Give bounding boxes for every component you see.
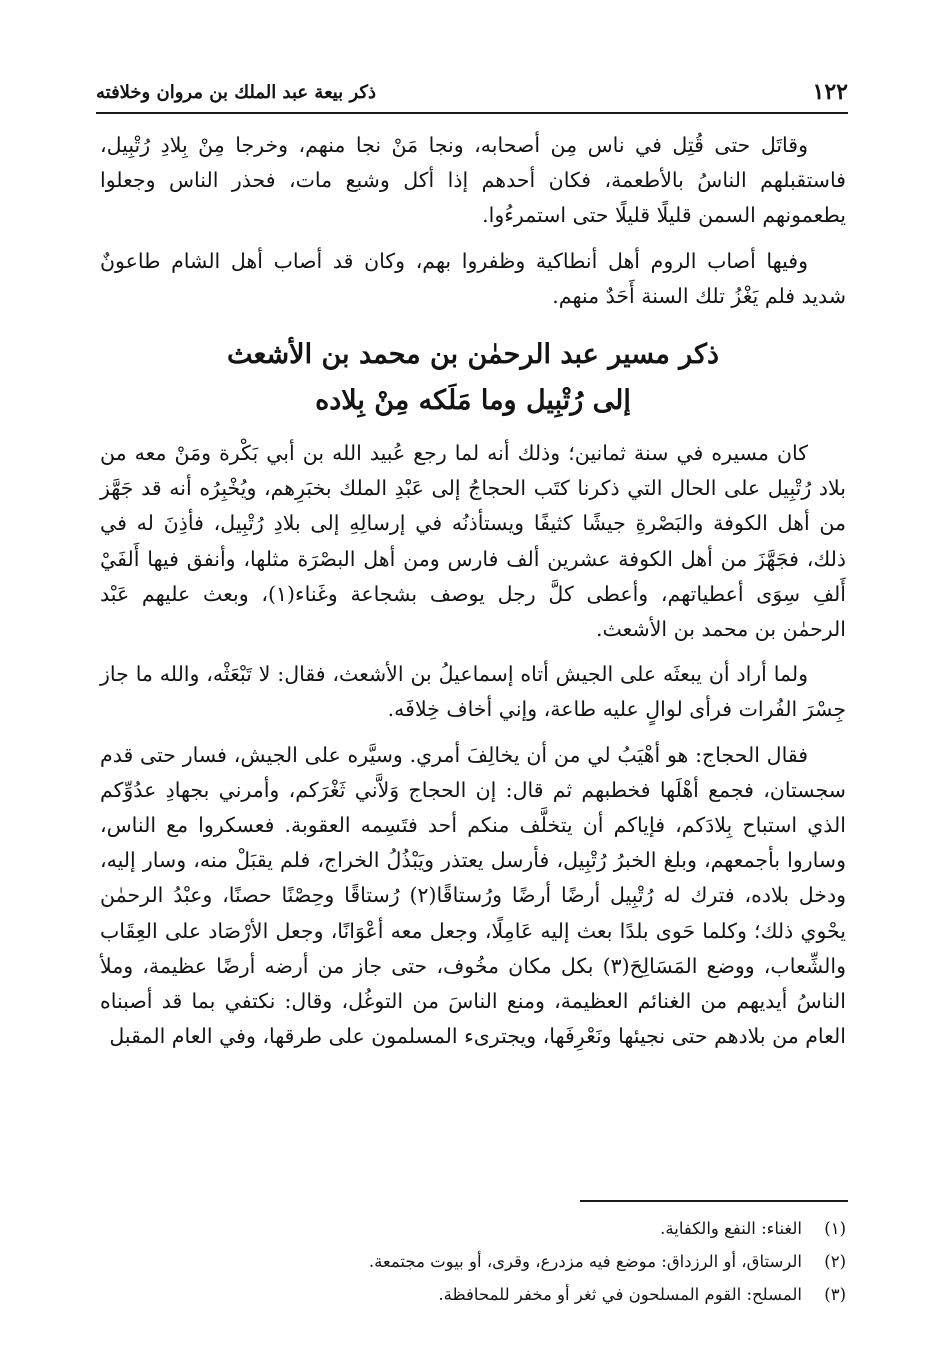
section-heading [100, 332, 846, 424]
footnote-number: (١) [824, 1219, 846, 1238]
footnote [100, 1212, 846, 1245]
main-text [100, 128, 846, 1064]
paragraph: وفيها أصاب الروم أهل أنطاكية وظفروا بهم، وكان قد أصاب أهل الشام طاعونٌ شديد فلم يَغْزُ تلك السنة أَحَدٌ منهم. [100, 248, 846, 308]
footnote-text: الغناء: النفع والكفاية. [660, 1219, 802, 1238]
page-number: ١٢٢ [812, 79, 848, 105]
footnote [100, 1278, 846, 1311]
paragraph: كان مسيره في سنة ثمانين؛ وذلك أنه لما رجع عُبيد الله بن أبي بَكْرة ومَنْ معه من بلاد رُتْبِيل على الحال التي ذكرنا كتَب الحجاجُ إلى عَبْدِ الملك بخبَرِهم، ويُخْبِرُه أنه قد جَهَّز من أهل الكوفة والبَصْرةِ جيشًا كثيفًا ويستأذنُه في إرسالِهِ إلى بلادِ رُتْبِيل، فأذِنَ له في ذلك، فجَهَّزَ من أهل الكوفة عشرين ألف فارس ومن أهل البصْرَة مثلها، وأنفق فيها أَلفَيْ أَلفِ سِوَى أعطياتهم، وأعطى كلَّ رجل يوصف بشجاعة وغَناء(١)، وبعث عليهم عَبْد الرحمٰن بن محمد بن الأشعث. [100, 441, 847, 642]
paragraph: فقال الحجاج: هو أهْيَبُ لي من أن يخالِفَ أمري. وسيَّره على الجيش، فسار حتى قدم سجستان، فجمع أهْلَها فخطبهم ثم قال: إن الحجاج وَلاَّني ثَغْرَكم، وأمرني بجهادِ عدُوِّكم الذي استباح بِلادَكم، فإياكم أن يتخلَّف منكم أحد فتَسِمه العقوبة. فعسكروا مع الناس، وساروا بأجمعهم، وبلغ الخبرُ رُتْبِيل، فأرسل يعتذر ويَبْذُلُ الخراج، فلم يقبَلْ منه، وسار إليه، ودخل بلاده، فترك له رُتْبِيل أرضًا أرضًا ورُستاقًا(٢) رُستاقًا وحِصْنًا حصنًا، وعبْدُ الرحمٰن يحْوي ذلك؛ وكلما حَوى بلدًا بعث إليه عَامِلًا، وجعل معه أعْوَانًا، وجعل الأرْصَاد على العِقَاب والشِّعاب، ووضع المَسَالِحَ(٣) بكل مكان مخُوف، حتى جاز من أرضه أرضًا عظيمة، وملأ الناسُ أيديهم من الغنائم العظيمة، ومنع الناسَ من التوغُل، وقال: نكتفي بما قد أصبناه العام من بلادهم حتى نجيئها ونَعْرِفَها، ويجترىء المسلمون على طرقها، وفي العام المقبل [100, 742, 846, 1049]
footnote-number: (٢) [824, 1252, 846, 1271]
section-heading-line: إلى رُتْبِيل وما مَلَكه مِنْ بِلاده [315, 385, 631, 417]
footnote-divider [580, 1200, 848, 1202]
running-header [96, 78, 848, 110]
paragraph: وقاتَل حتى قُتِل في ناس مِن أصحابه، ونجا مَنْ نجا منهم، وخرجا مِنْ بِلادِ رُتْبِيل، فاستقبلهم الناسُ بالأطعمة، فكان أحدهم إذا أكل وشبع مات، فحذر الناس وجعلوا يطعمونهم السمن قليلًا قليلًا حتى استمرءُوا. [100, 133, 846, 228]
footnote [100, 1245, 846, 1278]
running-title: ذكر بيعة عبد الملك بن مروان وخلافته [96, 82, 376, 103]
header-divider [96, 112, 848, 114]
footnote-text: الرستاق، أو الرزداق: موضع فيه مزدرع، وقرى، أو بيوت مجتمعة. [368, 1252, 802, 1271]
footnotes [100, 1212, 846, 1311]
footnote-text: المسلح: القوم المسلحون في ثغر أو مخفر للمحافظة. [438, 1285, 802, 1304]
paragraph: ولما أراد أن يبعثَه على الجيش أتاه إسماعيلُ بن الأشعث، فقال: لا تَبْعَثْه، والله ما جاز جِسْرَ الفُرات فرأى لوالٍ عليه طاعة، وإني أخاف خِلافَه. [100, 662, 846, 722]
section-heading-line: ذكر مسير عبد الرحمٰن بن محمد بن الأشعث [227, 339, 719, 371]
footnote-number: (٣) [824, 1285, 846, 1304]
